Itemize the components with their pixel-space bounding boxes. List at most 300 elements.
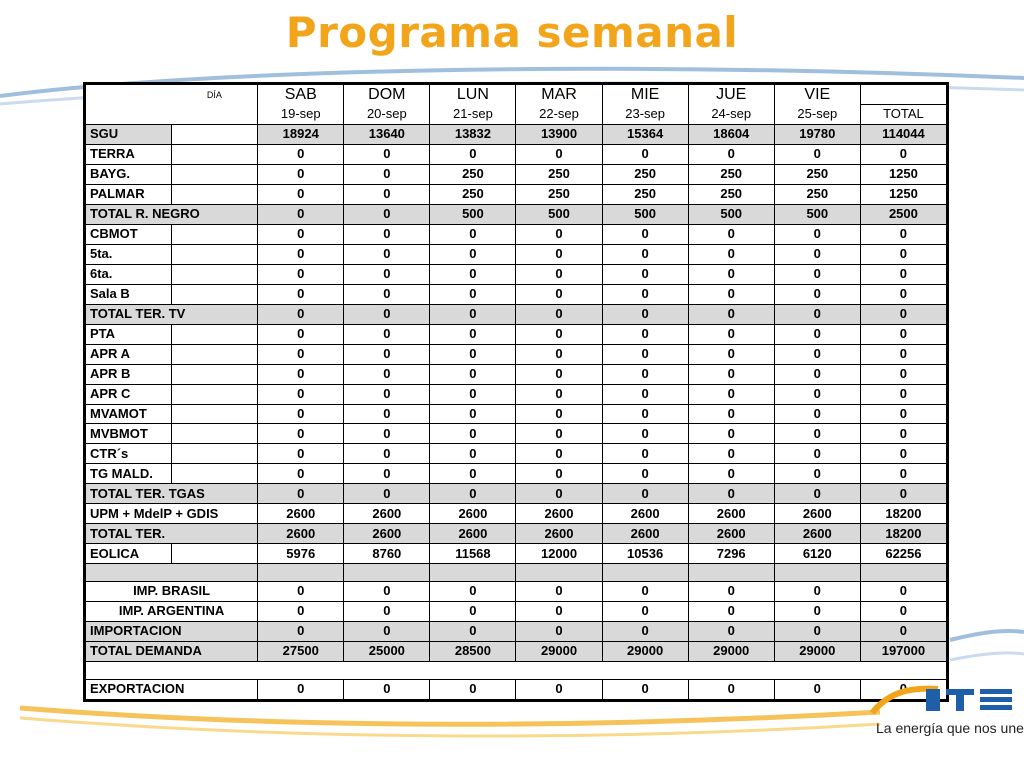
value-cell: 0 <box>516 621 602 641</box>
value-cell: 0 <box>430 384 516 404</box>
value-cell: 0 <box>344 284 430 304</box>
value-cell: 250 <box>602 184 688 204</box>
value-cell: 2600 <box>258 524 344 544</box>
value-cell: 0 <box>602 621 688 641</box>
value-cell: 29000 <box>774 641 860 661</box>
value-cell: 0 <box>602 601 688 621</box>
value-cell: 0 <box>258 621 344 641</box>
value-cell: 250 <box>688 164 774 184</box>
row-total-cell: 0 <box>860 464 946 484</box>
value-cell: 28500 <box>430 641 516 661</box>
value-cell: 29000 <box>516 641 602 661</box>
value-cell: 0 <box>602 404 688 424</box>
row-label: TERRA <box>86 144 172 164</box>
table-row <box>86 344 947 364</box>
value-cell: 250 <box>774 164 860 184</box>
row-label: UPM + MdelP + GDIS <box>86 504 258 524</box>
value-cell: 0 <box>258 444 344 464</box>
value-cell: 2600 <box>258 504 344 524</box>
value-cell: 0 <box>516 144 602 164</box>
table-row <box>86 601 947 621</box>
value-cell: 2600 <box>516 504 602 524</box>
value-cell: 0 <box>344 304 430 324</box>
empty-cell <box>172 464 258 484</box>
value-cell: 0 <box>258 464 344 484</box>
value-cell: 0 <box>516 464 602 484</box>
table-row <box>86 304 947 324</box>
value-cell: 0 <box>602 464 688 484</box>
value-cell: 0 <box>344 224 430 244</box>
value-cell: 0 <box>516 582 602 602</box>
value-cell: 0 <box>602 384 688 404</box>
value-cell: 0 <box>774 264 860 284</box>
day-name: SAB <box>258 85 344 105</box>
value-cell: 0 <box>602 364 688 384</box>
value-cell: 500 <box>516 204 602 224</box>
value-cell: 0 <box>774 444 860 464</box>
value-cell: 0 <box>516 224 602 244</box>
table-row <box>86 484 947 504</box>
value-cell: 2600 <box>774 504 860 524</box>
value-cell: 0 <box>602 144 688 164</box>
value-cell: 0 <box>602 324 688 344</box>
value-cell: 0 <box>774 144 860 164</box>
total-header: TOTAL <box>860 104 946 124</box>
day-date: 20-sep <box>344 104 430 124</box>
value-cell: 0 <box>430 621 516 641</box>
day-name: JUE <box>688 85 774 105</box>
value-cell: 10536 <box>602 544 688 564</box>
empty-cell <box>172 184 258 204</box>
value-cell: 0 <box>774 582 860 602</box>
day-name: LUN <box>430 85 516 105</box>
empty-cell <box>172 244 258 264</box>
table-row <box>86 544 947 564</box>
page-title: Programa semanal <box>285 8 739 57</box>
value-cell: 0 <box>774 464 860 484</box>
value-cell: 0 <box>430 464 516 484</box>
value-cell: 0 <box>430 364 516 384</box>
value-cell: 19780 <box>774 124 860 144</box>
row-label: MVBMOT <box>86 424 172 444</box>
value-cell: 0 <box>430 601 516 621</box>
value-cell: 0 <box>774 404 860 424</box>
value-cell: 0 <box>344 264 430 284</box>
value-cell: 0 <box>258 679 344 699</box>
empty-cell <box>172 404 258 424</box>
row-total-cell: 0 <box>860 344 946 364</box>
value-cell: 0 <box>516 304 602 324</box>
row-total-cell: 0 <box>860 384 946 404</box>
value-cell: 250 <box>430 164 516 184</box>
value-cell: 0 <box>688 344 774 364</box>
row-total-cell: 18200 <box>860 524 946 544</box>
value-cell: 0 <box>344 384 430 404</box>
row-total-cell: 0 <box>860 601 946 621</box>
value-cell: 6120 <box>774 544 860 564</box>
dia-label: DÍA <box>172 85 258 105</box>
row-total-cell: 18200 <box>860 504 946 524</box>
empty-cell <box>172 444 258 464</box>
value-cell: 0 <box>516 244 602 264</box>
row-total-cell: 0 <box>860 244 946 264</box>
row-total-cell: 0 <box>860 224 946 244</box>
value-cell: 0 <box>516 284 602 304</box>
value-cell: 0 <box>602 244 688 264</box>
value-cell: 0 <box>344 444 430 464</box>
value-cell: 0 <box>774 324 860 344</box>
table-row <box>86 244 947 264</box>
row-label: EOLICA <box>86 544 172 564</box>
empty-cell <box>172 264 258 284</box>
day-date: 23-sep <box>602 104 688 124</box>
row-label: EXPORTACION <box>86 679 258 699</box>
value-cell: 0 <box>430 444 516 464</box>
value-cell: 2600 <box>430 524 516 544</box>
table-row <box>86 264 947 284</box>
value-cell: 0 <box>774 304 860 324</box>
value-cell: 8760 <box>344 544 430 564</box>
row-total-cell: 0 <box>860 284 946 304</box>
value-cell: 18924 <box>258 124 344 144</box>
value-cell: 500 <box>602 204 688 224</box>
row-label: IMPORTACION <box>86 621 258 641</box>
value-cell: 0 <box>688 582 774 602</box>
value-cell: 250 <box>774 184 860 204</box>
value-cell: 0 <box>516 364 602 384</box>
value-cell: 0 <box>602 224 688 244</box>
row-label: APR A <box>86 344 172 364</box>
row-total-cell: 0 <box>860 264 946 284</box>
row-label: PALMAR <box>86 184 172 204</box>
value-cell: 0 <box>774 224 860 244</box>
table-row <box>86 504 947 524</box>
value-cell: 500 <box>688 204 774 224</box>
value-cell: 27500 <box>258 641 344 661</box>
value-cell: 250 <box>516 164 602 184</box>
value-cell: 0 <box>516 424 602 444</box>
value-cell: 2600 <box>688 524 774 544</box>
value-cell: 500 <box>430 204 516 224</box>
value-cell: 0 <box>688 224 774 244</box>
value-cell: 0 <box>688 364 774 384</box>
value-cell: 0 <box>774 344 860 364</box>
table-row <box>86 324 947 344</box>
value-cell: 250 <box>688 184 774 204</box>
value-cell: 0 <box>688 621 774 641</box>
value-cell: 0 <box>516 344 602 364</box>
value-cell: 0 <box>430 484 516 504</box>
value-cell: 0 <box>430 404 516 424</box>
value-cell: 0 <box>344 582 430 602</box>
value-cell: 0 <box>344 601 430 621</box>
value-cell: 0 <box>602 679 688 699</box>
value-cell: 0 <box>344 184 430 204</box>
value-cell: 0 <box>516 679 602 699</box>
value-cell: 0 <box>344 364 430 384</box>
ute-logo-icon <box>868 683 1018 717</box>
empty-cell <box>172 544 258 564</box>
table-row <box>86 284 947 304</box>
value-cell: 0 <box>430 264 516 284</box>
value-cell: 0 <box>344 244 430 264</box>
value-cell: 12000 <box>516 544 602 564</box>
table-row <box>86 384 947 404</box>
table-row <box>86 144 947 164</box>
row-total-cell: 0 <box>860 621 946 641</box>
value-cell: 0 <box>516 484 602 504</box>
table-row <box>86 364 947 384</box>
row-label: TG MALD. <box>86 464 172 484</box>
row-label: CBMOT <box>86 224 172 244</box>
value-cell: 0 <box>774 364 860 384</box>
value-cell: 2600 <box>516 524 602 544</box>
value-cell: 0 <box>688 444 774 464</box>
value-cell: 0 <box>344 204 430 224</box>
day-name: VIE <box>774 85 860 105</box>
value-cell: 0 <box>258 484 344 504</box>
empty-cell <box>172 224 258 244</box>
row-total-cell: 62256 <box>860 544 946 564</box>
value-cell: 0 <box>344 484 430 504</box>
value-cell: 0 <box>602 304 688 324</box>
value-cell: 0 <box>258 224 344 244</box>
row-label: MVAMOT <box>86 404 172 424</box>
row-label: TOTAL TER. <box>86 524 258 544</box>
value-cell: 0 <box>774 621 860 641</box>
value-cell: 250 <box>516 184 602 204</box>
value-cell: 0 <box>774 284 860 304</box>
empty-cell <box>172 324 258 344</box>
row-label: IMP. ARGENTINA <box>86 601 258 621</box>
value-cell: 0 <box>688 284 774 304</box>
value-cell: 0 <box>688 144 774 164</box>
table-row <box>86 641 947 661</box>
value-cell: 2600 <box>774 524 860 544</box>
value-cell: 0 <box>430 424 516 444</box>
brand-tagline: La energía que nos une <box>876 720 1024 736</box>
value-cell: 0 <box>344 144 430 164</box>
row-label: TOTAL R. NEGRO <box>86 204 258 224</box>
row-label: SGU <box>86 124 172 144</box>
value-cell: 11568 <box>430 544 516 564</box>
value-cell: 0 <box>430 244 516 264</box>
value-cell: 0 <box>602 484 688 504</box>
table-row <box>86 464 947 484</box>
value-cell: 29000 <box>688 641 774 661</box>
table-row <box>86 444 947 464</box>
value-cell: 0 <box>344 164 430 184</box>
value-cell: 0 <box>430 224 516 244</box>
value-cell: 0 <box>688 464 774 484</box>
value-cell: 0 <box>774 601 860 621</box>
value-cell: 0 <box>258 244 344 264</box>
value-cell: 29000 <box>602 641 688 661</box>
empty-cell <box>172 384 258 404</box>
value-cell: 0 <box>602 424 688 444</box>
value-cell: 0 <box>258 384 344 404</box>
value-cell: 0 <box>688 679 774 699</box>
value-cell: 0 <box>430 304 516 324</box>
value-cell: 0 <box>344 344 430 364</box>
value-cell: 0 <box>258 582 344 602</box>
row-label: BAYG. <box>86 164 172 184</box>
value-cell: 0 <box>688 324 774 344</box>
value-cell: 0 <box>258 144 344 164</box>
table-row <box>86 184 947 204</box>
value-cell: 2600 <box>688 504 774 524</box>
day-name: MAR <box>516 85 602 105</box>
day-name: MIE <box>602 85 688 105</box>
value-cell: 0 <box>344 404 430 424</box>
row-total-cell: 0 <box>860 404 946 424</box>
table-row <box>86 224 947 244</box>
row-total-cell: 0 <box>860 484 946 504</box>
day-name: DOM <box>344 85 430 105</box>
table-row <box>86 404 947 424</box>
table-row <box>86 164 947 184</box>
value-cell: 0 <box>516 324 602 344</box>
value-cell: 0 <box>516 384 602 404</box>
value-cell: 250 <box>602 164 688 184</box>
value-cell: 0 <box>516 601 602 621</box>
table-row <box>86 524 947 544</box>
value-cell: 25000 <box>344 641 430 661</box>
value-cell: 0 <box>688 384 774 404</box>
empty-cell <box>172 284 258 304</box>
table-row <box>86 582 947 602</box>
row-label: IMP. BRASIL <box>86 582 258 602</box>
value-cell: 18604 <box>688 124 774 144</box>
value-cell: 0 <box>258 204 344 224</box>
value-cell: 0 <box>430 344 516 364</box>
table-row <box>86 204 947 224</box>
empty-cell <box>172 164 258 184</box>
value-cell: 0 <box>430 284 516 304</box>
value-cell: 0 <box>430 324 516 344</box>
row-total-cell: 0 <box>860 324 946 344</box>
table-row <box>86 621 947 641</box>
value-cell: 0 <box>688 484 774 504</box>
empty-cell <box>172 144 258 164</box>
value-cell: 0 <box>516 404 602 424</box>
value-cell: 15364 <box>602 124 688 144</box>
value-cell: 0 <box>258 424 344 444</box>
value-cell: 0 <box>688 264 774 284</box>
table-row <box>86 424 947 444</box>
empty-cell <box>172 344 258 364</box>
header-row-days <box>86 85 947 105</box>
value-cell: 0 <box>774 484 860 504</box>
empty-cell <box>172 424 258 444</box>
day-date: 24-sep <box>688 104 774 124</box>
row-label: PTA <box>86 324 172 344</box>
empty-cell <box>172 364 258 384</box>
row-label: CTR´s <box>86 444 172 464</box>
value-cell: 7296 <box>688 544 774 564</box>
value-cell: 0 <box>430 582 516 602</box>
table-row <box>86 124 947 144</box>
table-row <box>86 679 947 699</box>
value-cell: 0 <box>602 344 688 364</box>
value-cell: 0 <box>344 621 430 641</box>
value-cell: 0 <box>688 601 774 621</box>
value-cell: 0 <box>602 284 688 304</box>
row-total-cell: 114044 <box>860 124 946 144</box>
row-label: TOTAL TER. TGAS <box>86 484 258 504</box>
value-cell: 2600 <box>602 504 688 524</box>
spacer-row <box>86 564 947 582</box>
value-cell: 0 <box>258 304 344 324</box>
row-total-cell: 0 <box>860 424 946 444</box>
row-label: 6ta. <box>86 264 172 284</box>
value-cell: 0 <box>602 582 688 602</box>
row-total-cell: 197000 <box>860 641 946 661</box>
value-cell: 0 <box>258 284 344 304</box>
value-cell: 0 <box>258 324 344 344</box>
value-cell: 0 <box>258 601 344 621</box>
value-cell: 5976 <box>258 544 344 564</box>
value-cell: 0 <box>774 384 860 404</box>
value-cell: 0 <box>516 264 602 284</box>
value-cell: 0 <box>774 424 860 444</box>
day-date: 19-sep <box>258 104 344 124</box>
row-total-cell: 0 <box>860 304 946 324</box>
value-cell: 13900 <box>516 124 602 144</box>
row-total-cell: 0 <box>860 144 946 164</box>
value-cell: 0 <box>774 244 860 264</box>
value-cell: 500 <box>774 204 860 224</box>
weekly-schedule-table <box>83 82 949 702</box>
value-cell: 0 <box>258 164 344 184</box>
value-cell: 0 <box>258 264 344 284</box>
value-cell: 0 <box>344 679 430 699</box>
value-cell: 0 <box>688 424 774 444</box>
value-cell: 0 <box>774 679 860 699</box>
header-row-dates <box>86 104 947 124</box>
day-date: 25-sep <box>774 104 860 124</box>
value-cell: 2600 <box>344 504 430 524</box>
value-cell: 250 <box>430 184 516 204</box>
value-cell: 13832 <box>430 124 516 144</box>
value-cell: 2600 <box>430 504 516 524</box>
empty-cell <box>172 124 258 144</box>
row-total-cell: 0 <box>860 582 946 602</box>
value-cell: 0 <box>688 244 774 264</box>
value-cell: 2600 <box>344 524 430 544</box>
row-total-cell: 0 <box>860 444 946 464</box>
row-label: APR B <box>86 364 172 384</box>
value-cell: 0 <box>258 404 344 424</box>
row-total-cell: 1250 <box>860 164 946 184</box>
value-cell: 0 <box>602 264 688 284</box>
value-cell: 0 <box>516 444 602 464</box>
value-cell: 0 <box>688 404 774 424</box>
row-label: TOTAL DEMANDA <box>86 641 258 661</box>
value-cell: 0 <box>344 464 430 484</box>
row-total-cell: 2500 <box>860 204 946 224</box>
row-label: TOTAL TER. TV <box>86 304 258 324</box>
row-label: Sala B <box>86 284 172 304</box>
value-cell: 0 <box>258 184 344 204</box>
value-cell: 2600 <box>602 524 688 544</box>
value-cell: 13640 <box>344 124 430 144</box>
day-date: 22-sep <box>516 104 602 124</box>
value-cell: 0 <box>688 304 774 324</box>
value-cell: 0 <box>430 144 516 164</box>
row-total-cell: 1250 <box>860 184 946 204</box>
value-cell: 0 <box>258 364 344 384</box>
